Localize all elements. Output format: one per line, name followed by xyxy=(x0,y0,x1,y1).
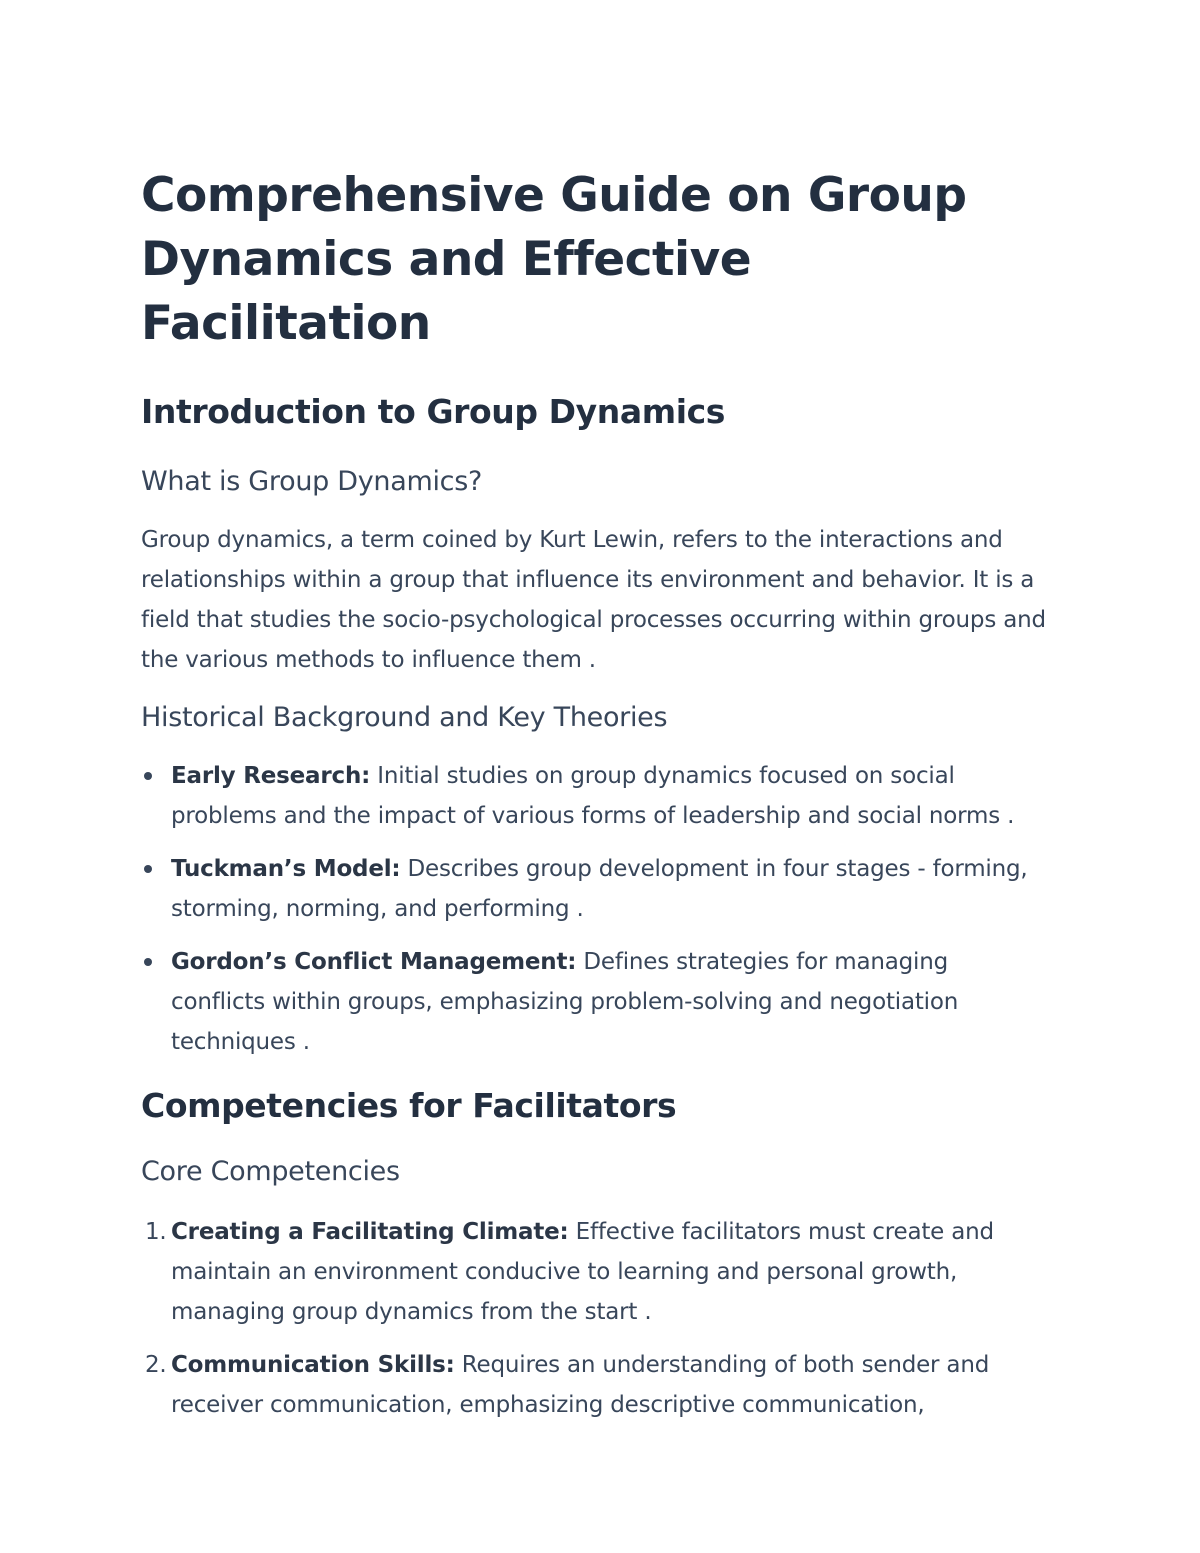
document-page xyxy=(141,164,1046,1438)
subheading-what-is-group-dynamics: What is Group Dynamics? xyxy=(141,466,483,497)
list-item-term: Tuckman’s Model: xyxy=(171,856,401,882)
section-heading-competencies: Competencies for Facilitators xyxy=(141,1086,677,1125)
subheading-historical-background: Historical Background and Key Theories xyxy=(141,702,668,733)
list-item-number: 1. xyxy=(145,1219,167,1245)
paragraph-group-dynamics-definition: Group dynamics, a term coined by Kurt Lewin, refers to the interactions and relationships within a group that influence its environment and behavior. It is a field that studies the socio-psychological processes occurring within groups and the various methods to influence them . xyxy=(141,527,1046,673)
list-item-text: Describes group development in four stages - forming, storming, norming, and performing . xyxy=(171,856,1028,922)
list-item xyxy=(141,756,1046,836)
list-item-text: Effective facilitators must create and maintain an environment conducive to learning and personal growth, managing group dynamics from the start . xyxy=(171,1219,994,1325)
list-item-term: Gordon’s Conflict Management: xyxy=(171,949,577,975)
list-item-term: Early Research: xyxy=(171,763,371,789)
list-item-text: Defines strategies for managing conflicts within groups, emphasizing problem-solving and negotiation techniques . xyxy=(171,949,959,1055)
list-item xyxy=(141,1212,1046,1332)
list-item-term: Creating a Facilitating Climate: xyxy=(171,1219,569,1245)
list-item-text: Requires an understanding of both sender and receiver communication, emphasizing descriptive communication, xyxy=(171,1352,990,1418)
key-theories-list xyxy=(141,756,1046,1062)
list-item xyxy=(141,1345,1046,1425)
list-item-number: 2. xyxy=(145,1352,167,1378)
document-title: Comprehensive Guide on Group Dynamics and Effective Facilitation xyxy=(141,168,967,351)
core-competencies-list xyxy=(141,1212,1046,1425)
section-heading-introduction: Introduction to Group Dynamics xyxy=(141,392,726,431)
bullet-icon xyxy=(144,958,152,966)
subheading-core-competencies: Core Competencies xyxy=(141,1156,400,1187)
list-item xyxy=(141,942,1046,1062)
list-item xyxy=(141,849,1046,929)
bullet-icon xyxy=(144,865,152,873)
list-item-term: Communication Skills: xyxy=(171,1352,455,1378)
list-item-text: Initial studies on group dynamics focused on social problems and the impact of various forms of leadership and social norms . xyxy=(171,763,1015,829)
bullet-icon xyxy=(144,772,152,780)
